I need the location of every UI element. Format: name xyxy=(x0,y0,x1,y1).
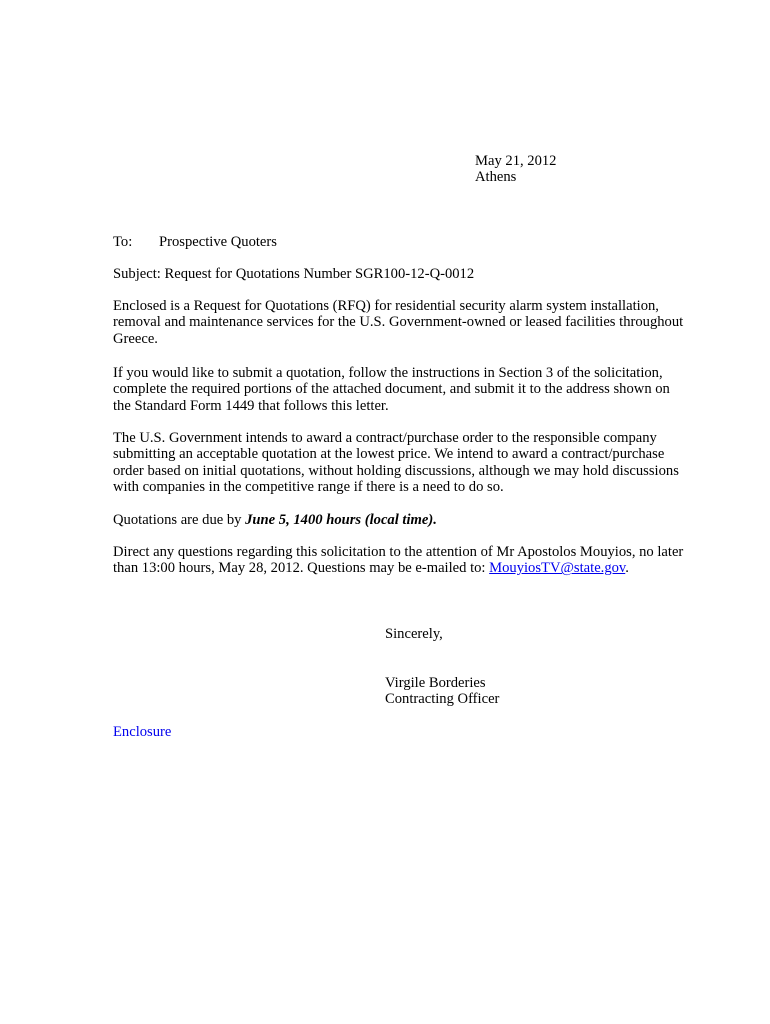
date-block xyxy=(475,153,556,186)
paragraph-award xyxy=(113,430,679,496)
paragraph-line: the Standard Form 1449 that follows this letter. xyxy=(113,397,389,414)
paragraph-line: Direct any questions regarding this solicitation to the attention of Mr Apostolos Mouyios, no later xyxy=(113,544,684,560)
paragraph-line: submitting an acceptable quotation at the lowest price. We intend to award a contract/purchase xyxy=(113,446,665,463)
paragraph-line: order based on initial quotations, without holding discussions, although we may hold discussions xyxy=(113,462,679,479)
recipient-line xyxy=(113,234,277,250)
paragraph-line: complete the required portions of the attached document, and submit it to the address shown on xyxy=(113,381,670,398)
letter-place: Athens xyxy=(475,169,517,186)
signer-title: Contracting Officer xyxy=(385,691,500,708)
paragraph-questions xyxy=(113,544,684,577)
paragraph-due-date xyxy=(113,512,673,528)
paragraph-line: Greece. xyxy=(113,330,158,347)
due-line xyxy=(113,512,673,528)
paragraph-line: The U.S. Government intends to award a contract/purchase order to the responsible company xyxy=(113,430,657,446)
email-prefix: than 13:00 hours, May 28, 2012. Questions may be e-mailed to: xyxy=(113,560,490,577)
due-prefix: Quotations are due by xyxy=(113,512,246,528)
due-emphasis: June 5, 1400 hours (local time). xyxy=(245,512,437,528)
paragraph-intro xyxy=(113,298,684,347)
paragraph-line: Enclosed is a Request for Quotations (RFQ) for residential security alarm system installation, xyxy=(113,298,659,314)
email-link[interactable]: MouyiosTV@state.gov xyxy=(489,560,626,577)
subject-line xyxy=(113,266,673,282)
paragraph-line: If you would like to submit a quotation, follow the instructions in Section 3 of the solicitation, xyxy=(113,365,663,381)
paragraph-line: removal and maintenance services for the U.S. Government-owned or leased facilities throughout xyxy=(113,314,684,331)
closing: Sincerely, xyxy=(385,626,443,642)
recipient-label: To: xyxy=(113,234,133,250)
letter-date: May 21, 2012 xyxy=(475,153,557,169)
paragraph-instructions xyxy=(113,365,673,414)
enclosure-link[interactable]: Enclosure xyxy=(113,724,172,740)
email-suffix: . xyxy=(625,560,629,577)
signature-block xyxy=(385,675,499,708)
signer-name: Virgile Borderies xyxy=(385,675,486,691)
subject-text: Subject: Request for Quotations Number SGR100-12-Q-0012 xyxy=(113,266,475,282)
paragraph-line: with companies in the competitive range if there is a need to do so. xyxy=(113,479,504,496)
paragraph-line-email xyxy=(113,560,673,576)
recipient-value: Prospective Quoters xyxy=(159,234,277,250)
